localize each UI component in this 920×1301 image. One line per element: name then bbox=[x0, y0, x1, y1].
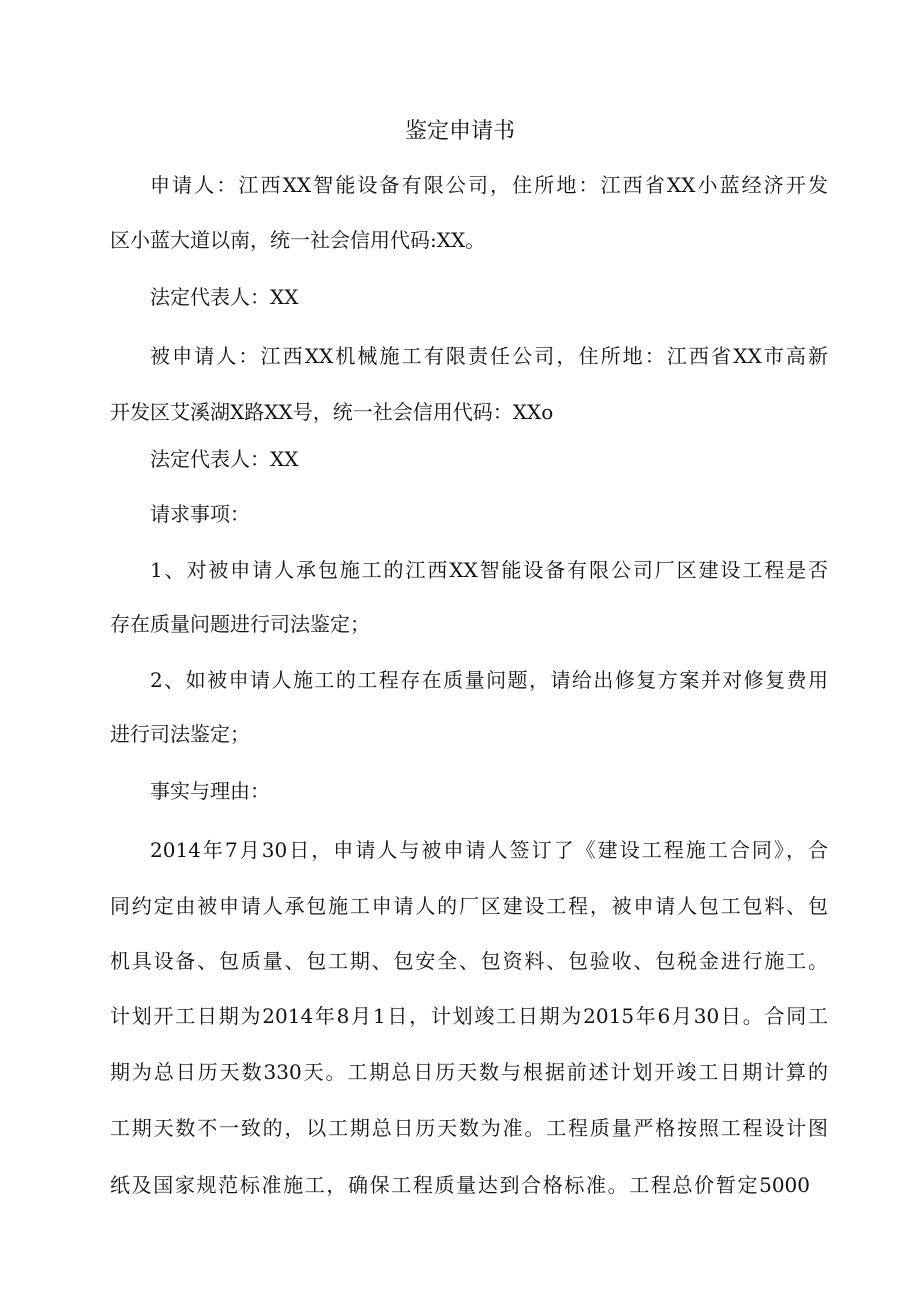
applicant-line-2: 区小蓝大道以南，统一社会信用代码:XX。 bbox=[110, 228, 486, 252]
facts-line-3: 机具设备、包质量、包工期、包安全、包资料、包验收、包税金进行施工。 bbox=[110, 949, 828, 973]
request-2-line-1: 2、如被申请人施工的工程存在质量问题，请给出修复方案并对修复费用 bbox=[150, 668, 828, 692]
applicant-line-1: 申请人：江西XX智能设备有限公司，住所地：江西省XX小蓝经济开发 bbox=[150, 173, 828, 197]
request-1-line-1: 1、对被申请人承包施工的江西XX智能设备有限公司厂区建设工程是否 bbox=[150, 558, 828, 582]
respondent-line-1: 被申请人：江西XX机械施工有限责任公司，住所地：江西省XX市高新 bbox=[150, 344, 828, 368]
document-title: 鉴定申请书 bbox=[404, 119, 515, 144]
facts-line-1: 2014年7月30日，申请人与被申请人签订了《建设工程施工合同》，合 bbox=[150, 838, 828, 862]
facts-line-5: 期为总日历天数330天。工期总日历天数与根据前述计划开竣工日期计算的 bbox=[110, 1060, 828, 1084]
facts-line-2: 同约定由被申请人承包施工申请人的厂区建设工程，被申请人包工包料、包 bbox=[110, 894, 828, 918]
request-1-line-2: 存在质量问题进行司法鉴定； bbox=[110, 612, 370, 636]
facts-line-7: 纸及国家规范标准施工，确保工程质量达到合格标准。工程总价暂定5000 bbox=[110, 1173, 810, 1197]
respondent-line-2: 开发区艾溪湖X路XX号，统一社会信用代码：XXo bbox=[110, 400, 554, 424]
applicant-representative: 法定代表人：XX bbox=[150, 285, 299, 309]
facts-line-4: 计划开工日期为2014年8月1日，计划竣工日期为2015年6月30日。合同工 bbox=[110, 1004, 828, 1028]
request-2-line-2: 进行司法鉴定； bbox=[110, 722, 250, 746]
requests-heading: 请求事项： bbox=[150, 502, 250, 526]
facts-line-6: 工期天数不一致的，以工期总日历天数为准。工程质量严格按照工程设计图 bbox=[110, 1116, 828, 1140]
respondent-representative: 法定代表人：XX bbox=[150, 447, 299, 471]
facts-heading: 事实与理由： bbox=[150, 779, 270, 803]
